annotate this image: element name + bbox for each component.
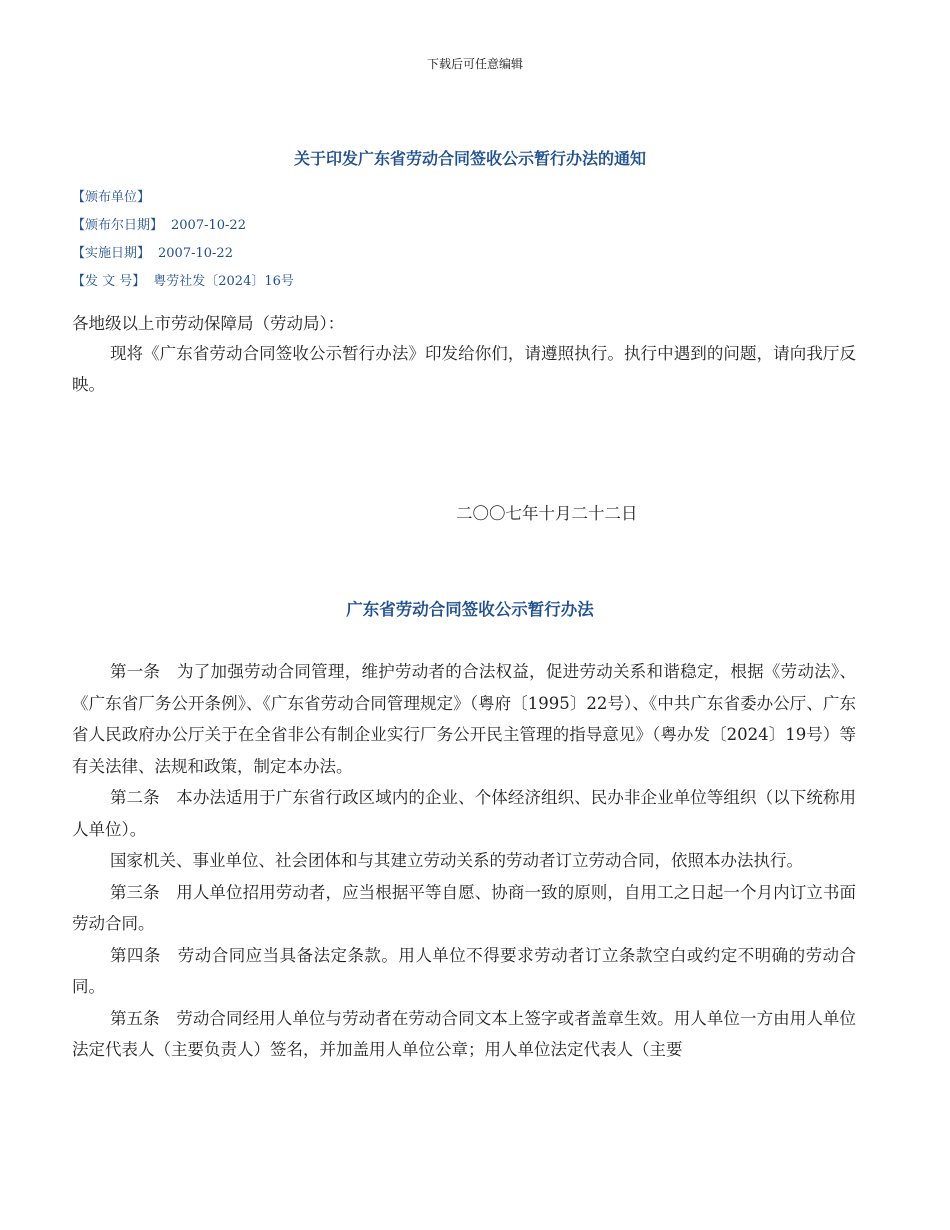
article-2-para-2: 国家机关、事业单位、社会团体和与其建立劳动关系的劳动者订立劳动合同，依照本办法执行。: [109, 851, 803, 870]
meta-label: 【颁布尔日期】: [72, 218, 164, 233]
notice-title: 关于印发广东省劳动合同签收公示暂行办法的通知: [293, 149, 646, 168]
meta-issuer: [72, 186, 158, 205]
article-2: 第二条 本办法适用于广东省行政区域内的企业、个体经济组织、民办非企业单位等组织（以下统称用人单位）。: [72, 788, 856, 839]
meta-value: 2007-10-22: [171, 218, 246, 233]
meta-label: 【颁布单位】: [72, 190, 151, 205]
meta-issue-date: [72, 214, 246, 233]
notice-date: 二〇〇七年十月二十二日: [456, 504, 638, 523]
meta-value: 2007-10-22: [158, 246, 233, 261]
meta-document-number: [72, 270, 294, 289]
meta-label: 【实施日期】: [72, 246, 151, 261]
measure-title: 广东省劳动合同签收公示暂行办法: [346, 600, 594, 619]
articles-section: [72, 656, 856, 1066]
addressee: 各地级以上市劳动保障局（劳动局）：: [72, 314, 345, 333]
article-4: 第四条 劳动合同应当具备法定条款。用人单位不得要求劳动者订立条款空白或约定不明确的劳动合同。: [72, 945, 856, 996]
article-5: 第五条 劳动合同经用人单位与劳动者在劳动合同文本上签字或者盖章生效。用人单位一方由用人单位法定代表人（主要负责人）签名，并加盖用人单位公章；用人单位法定代表人（主要: [72, 1008, 856, 1059]
header-note: 下载后可任意编辑: [426, 57, 523, 71]
meta-label: 【发 文 号】: [72, 274, 146, 289]
meta-effective-date: [72, 242, 233, 261]
meta-value: 粤劳社发〔2024〕16号: [153, 274, 294, 289]
article-1: 第一条 为了加强劳动合同管理，维护劳动者的合法权益，促进劳动关系和谐稳定，根据《劳动法》、《广东省厂务公开条例》、《广东省劳动合同管理规定》（粤府〔1995〕22号）、《中共广东省委办公厅、广东省人民政府办公厅关于在全省非公有制企业实行厂务公开民主管理的指导意见》（粤办发〔2024〕19号）等有关法律、法规和政策，制定本办法。: [72, 662, 856, 776]
notice-body: 现将《广东省劳动合同签收公示暂行办法》印发给你们，请遵照执行。执行中遇到的问题，请向我厅反映。: [72, 344, 856, 394]
article-3: 第三条 用人单位招用劳动者，应当根据平等自愿、协商一致的原则，自用工之日起一个月内订立书面劳动合同。: [72, 882, 856, 933]
